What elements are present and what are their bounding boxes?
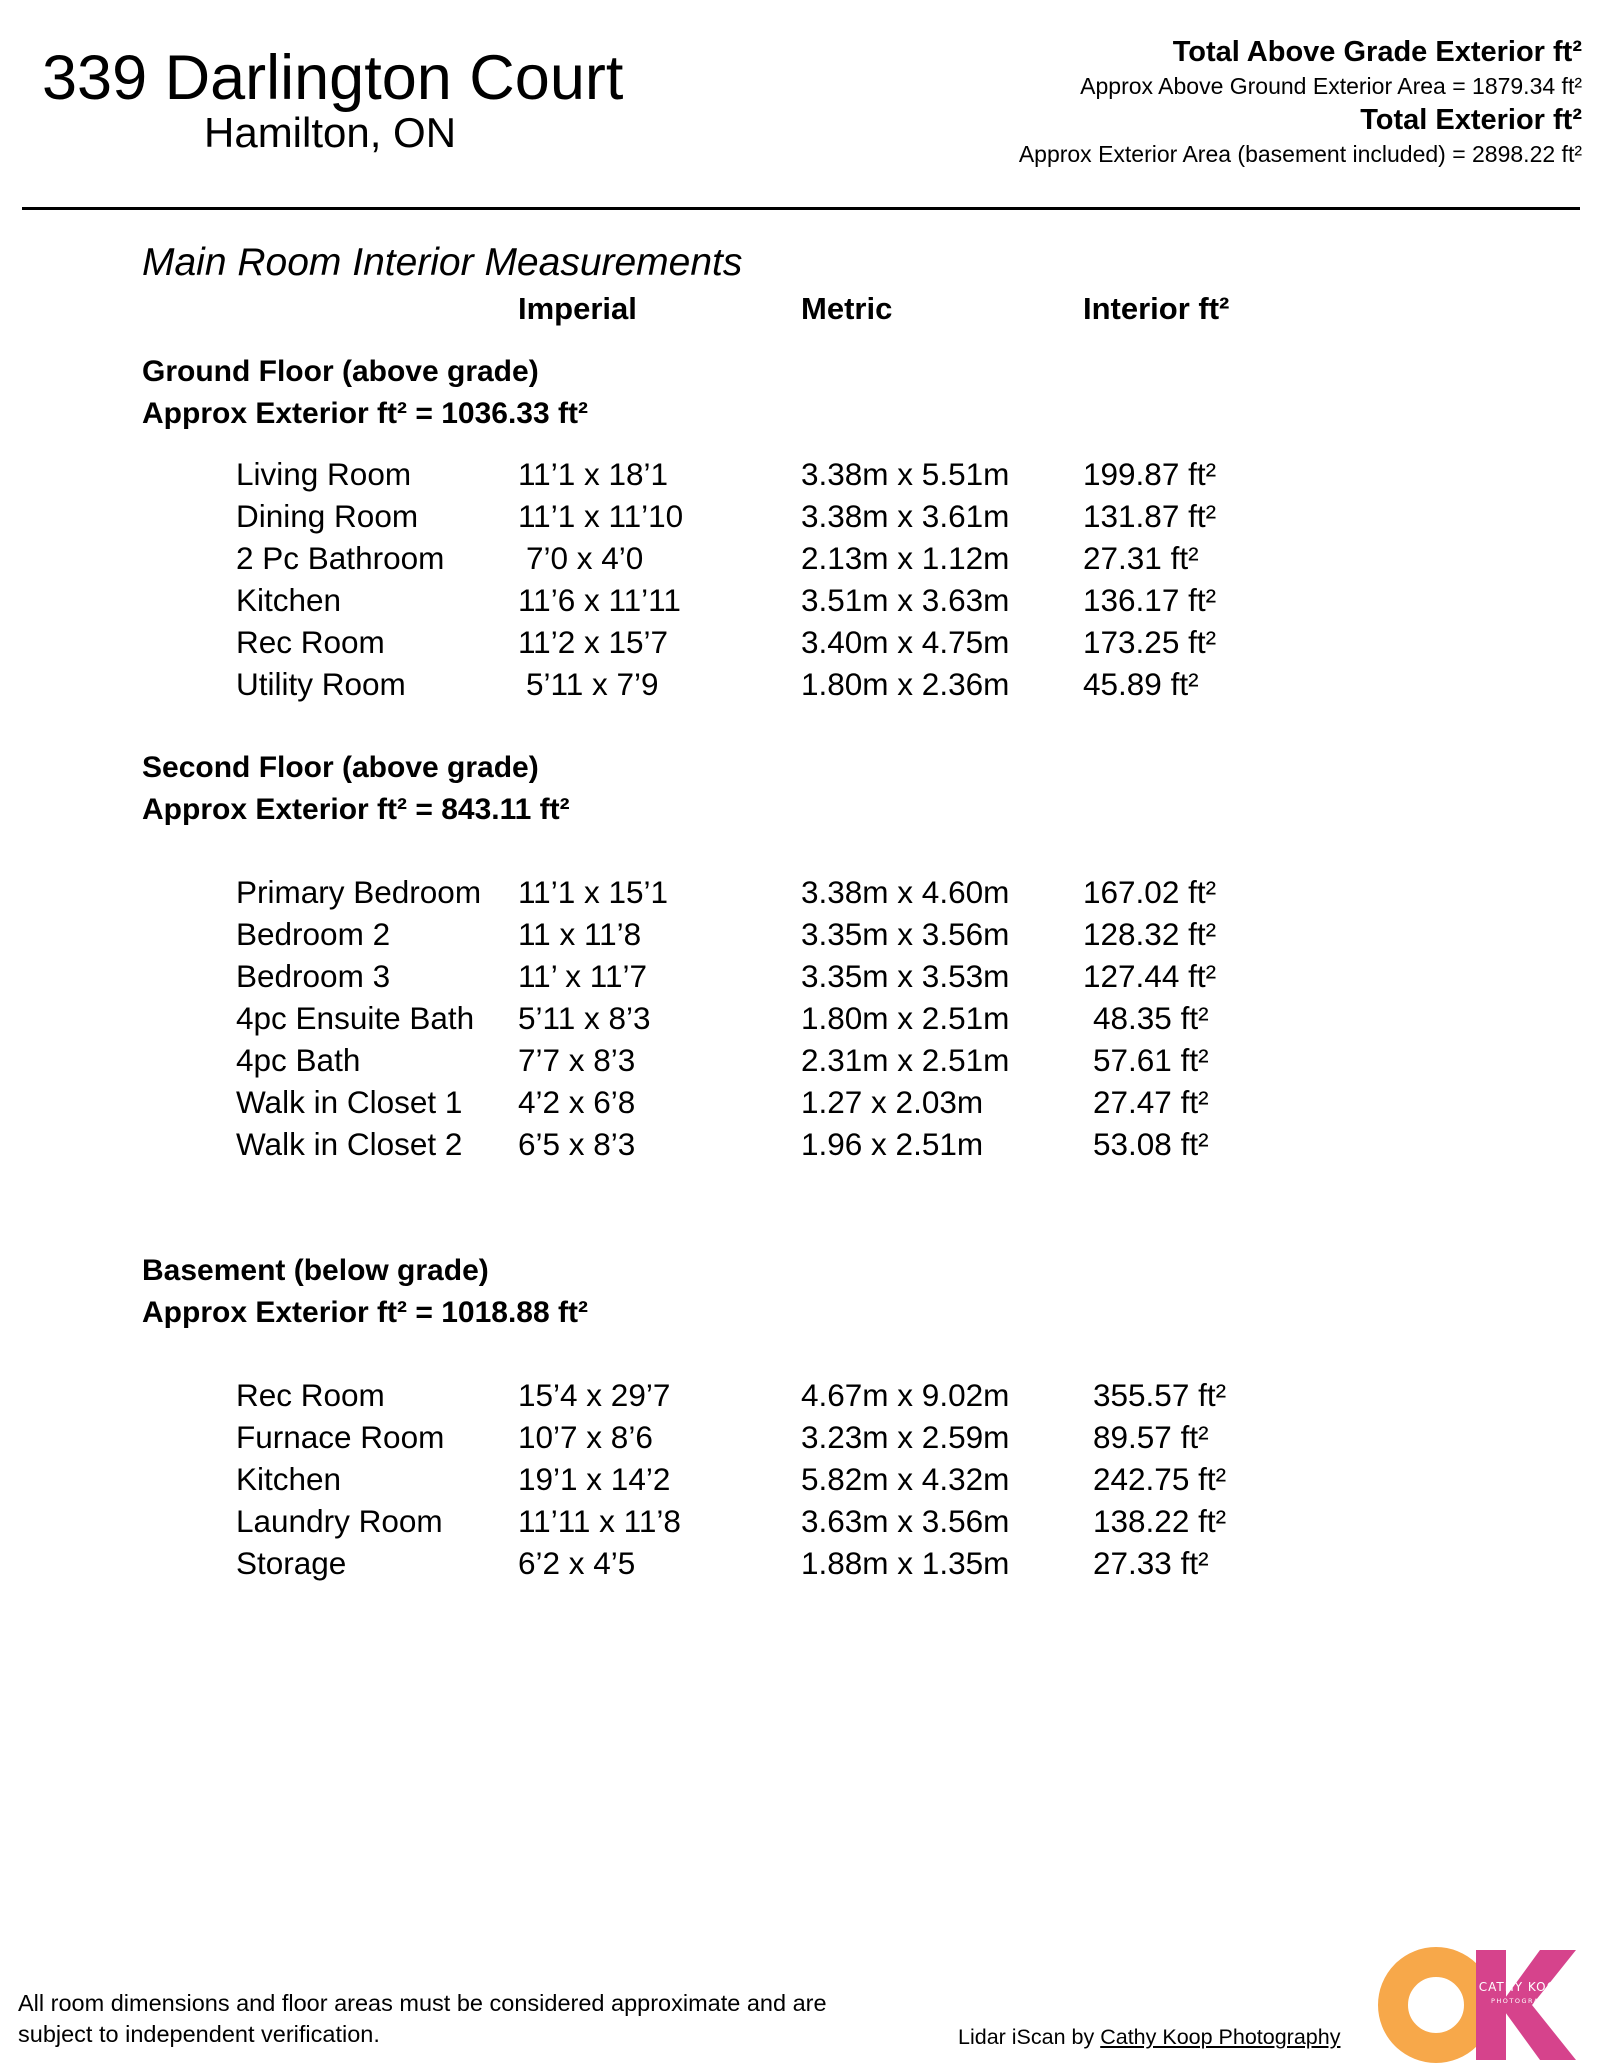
logo-text-top: CATHY KOOP xyxy=(1478,1980,1566,1994)
room-list-ground xyxy=(0,453,1600,705)
room-name: 2 Pc Bathroom xyxy=(236,540,445,576)
column-header-interior: Interior ft² xyxy=(1083,291,1230,326)
above-grade-title: Total Above Grade Exterior ft² xyxy=(1172,36,1582,68)
room-area: 89.57 ft² xyxy=(1093,1419,1209,1455)
room-metric: 3.38m x 4.60m xyxy=(801,874,1010,910)
room-name: Kitchen xyxy=(236,582,342,618)
room-area: 127.44 ft² xyxy=(1083,958,1217,994)
room-metric: 3.35m x 3.56m xyxy=(801,916,1010,952)
room-imperial: 11 x 11’8 xyxy=(518,916,642,952)
room-metric: 3.23m x 2.59m xyxy=(801,1419,1010,1455)
room-row xyxy=(0,453,1600,495)
room-list-basement xyxy=(0,1374,1600,1584)
room-area: 45.89 ft² xyxy=(1083,666,1199,702)
room-name: Utility Room xyxy=(236,666,406,702)
room-name: 4pc Bath xyxy=(236,1042,361,1078)
room-name: Bedroom 2 xyxy=(236,916,391,952)
section-title: Main Room Interior Measurements xyxy=(142,241,743,284)
logo-k-letter xyxy=(1476,1950,1576,2060)
room-area: 48.35 ft² xyxy=(1093,1000,1209,1036)
room-metric: 1.96 x 2.51m xyxy=(801,1126,984,1162)
room-row xyxy=(0,871,1600,913)
room-row xyxy=(0,1039,1600,1081)
room-area: 355.57 ft² xyxy=(1093,1377,1227,1413)
room-area: 53.08 ft² xyxy=(1093,1126,1209,1162)
cathy-koop-logo xyxy=(1378,1945,1578,2065)
room-imperial: 7’7 x 8’3 xyxy=(518,1042,636,1078)
room-imperial: 11’1 x 15’1 xyxy=(518,874,669,910)
total-exterior-title: Total Exterior ft² xyxy=(1360,104,1582,136)
room-area: 27.33 ft² xyxy=(1093,1545,1209,1581)
room-name: 4pc Ensuite Bath xyxy=(236,1000,475,1036)
room-metric: 2.13m x 1.12m xyxy=(801,540,1010,576)
room-area: 57.61 ft² xyxy=(1093,1042,1209,1078)
room-row xyxy=(0,579,1600,621)
room-row xyxy=(0,1542,1600,1584)
room-imperial: 6’5 x 8’3 xyxy=(518,1126,636,1162)
room-row xyxy=(0,1081,1600,1123)
room-row xyxy=(0,955,1600,997)
room-imperial: 7’0 x 4’0 xyxy=(526,540,644,576)
room-area: 128.32 ft² xyxy=(1083,916,1217,952)
room-row xyxy=(0,495,1600,537)
room-area: 167.02 ft² xyxy=(1083,874,1217,910)
room-imperial: 11’11 x 11’8 xyxy=(518,1503,681,1539)
room-area: 27.31 ft² xyxy=(1083,540,1199,576)
room-metric: 1.27 x 2.03m xyxy=(801,1084,984,1120)
room-metric: 4.67m x 9.02m xyxy=(801,1377,1010,1413)
total-exterior-detail: Approx Exterior Area (basement included) = 2898.22 ft² xyxy=(1018,141,1582,167)
exterior-summary xyxy=(1019,34,1582,170)
room-imperial: 6’2 x 4’5 xyxy=(518,1545,636,1581)
room-name: Furnace Room xyxy=(236,1419,445,1455)
room-imperial: 11’2 x 15’7 xyxy=(518,624,669,660)
room-name: Kitchen xyxy=(236,1461,342,1497)
above-grade-detail: Approx Above Ground Exterior Area = 1879.34 ft² xyxy=(1080,73,1582,99)
room-metric: 2.31m x 2.51m xyxy=(801,1042,1010,1078)
room-metric: 1.80m x 2.51m xyxy=(801,1000,1010,1036)
room-metric: 3.40m x 4.75m xyxy=(801,624,1010,660)
room-row xyxy=(0,621,1600,663)
room-area: 173.25 ft² xyxy=(1083,624,1217,660)
room-name: Rec Room xyxy=(236,1377,385,1413)
room-metric: 1.88m x 1.35m xyxy=(801,1545,1010,1581)
logo-o-ring xyxy=(1393,1962,1479,2048)
room-name: Living Room xyxy=(236,456,412,492)
room-imperial: 11’1 x 18’1 xyxy=(518,456,669,492)
disclaimer-line-2: subject to independent verification. xyxy=(18,2021,380,2047)
room-row xyxy=(0,1500,1600,1542)
room-metric: 1.80m x 2.36m xyxy=(801,666,1010,702)
room-area: 199.87 ft² xyxy=(1083,456,1217,492)
room-row xyxy=(0,1374,1600,1416)
room-metric: 3.38m x 5.51m xyxy=(801,456,1010,492)
disclaimer xyxy=(18,1988,827,2050)
credit-prefix: Lidar iScan by xyxy=(958,2025,1101,2049)
disclaimer-line-1: All room dimensions and floor areas must be considered approximate and are xyxy=(18,1990,827,2016)
room-name: Walk in Closet 1 xyxy=(236,1084,463,1120)
room-name: Bedroom 3 xyxy=(236,958,391,994)
room-name: Dining Room xyxy=(236,498,419,534)
room-metric: 3.63m x 3.56m xyxy=(801,1503,1010,1539)
header-divider xyxy=(22,207,1580,210)
room-name: Primary Bedroom xyxy=(236,874,482,910)
room-imperial: 15’4 x 29’7 xyxy=(518,1377,671,1413)
room-name: Laundry Room xyxy=(236,1503,443,1539)
room-metric: 3.51m x 3.63m xyxy=(801,582,1010,618)
room-imperial: 10’7 x 8’6 xyxy=(518,1419,653,1455)
lidar-credit xyxy=(958,2023,1340,2051)
room-imperial: 11’ x 11’7 xyxy=(518,958,647,994)
logo-text-bottom: PHOTOGRAPHY xyxy=(1490,1997,1558,2005)
room-row xyxy=(0,997,1600,1039)
room-imperial: 11’1 x 11’10 xyxy=(518,498,684,534)
room-metric: 3.38m x 3.61m xyxy=(801,498,1010,534)
floor-title-basement: Basement (below grade) xyxy=(142,1254,489,1287)
floor-exterior-basement: Approx Exterior ft² = 1018.88 ft² xyxy=(142,1296,588,1329)
floor-exterior-ground: Approx Exterior ft² = 1036.33 ft² xyxy=(142,397,588,430)
column-header-imperial: Imperial xyxy=(518,291,637,326)
room-row xyxy=(0,1416,1600,1458)
column-header-metric: Metric xyxy=(801,291,893,326)
room-row xyxy=(0,1123,1600,1165)
floor-title-ground: Ground Floor (above grade) xyxy=(142,355,539,388)
room-imperial: 19’1 x 14’2 xyxy=(518,1461,671,1497)
room-name: Walk in Closet 2 xyxy=(236,1126,463,1162)
room-name: Storage xyxy=(236,1545,347,1581)
room-area: 242.75 ft² xyxy=(1093,1461,1227,1497)
room-imperial: 4’2 x 6’8 xyxy=(518,1084,636,1120)
room-area: 136.17 ft² xyxy=(1083,582,1217,618)
room-row xyxy=(0,537,1600,579)
floor-title-second: Second Floor (above grade) xyxy=(142,751,539,784)
room-imperial: 11’6 x 11’11 xyxy=(518,582,681,618)
room-metric: 3.35m x 3.53m xyxy=(801,958,1010,994)
room-area: 131.87 ft² xyxy=(1083,498,1217,534)
room-imperial: 5’11 x 8’3 xyxy=(518,1000,651,1036)
address-line-2: Hamilton, ON xyxy=(204,109,457,156)
room-name: Rec Room xyxy=(236,624,385,660)
address-line-1: 339 Darlington Court xyxy=(42,43,624,113)
room-row xyxy=(0,913,1600,955)
room-imperial: 5’11 x 7’9 xyxy=(526,666,659,702)
room-row xyxy=(0,1458,1600,1500)
room-list-second xyxy=(0,871,1600,1165)
room-metric: 5.82m x 4.32m xyxy=(801,1461,1010,1497)
room-row xyxy=(0,663,1600,705)
floor-exterior-second: Approx Exterior ft² = 843.11 ft² xyxy=(142,793,570,826)
credit-link[interactable]: Cathy Koop Photography xyxy=(1100,2025,1341,2049)
room-area: 27.47 ft² xyxy=(1093,1084,1209,1120)
room-area: 138.22 ft² xyxy=(1093,1503,1227,1539)
